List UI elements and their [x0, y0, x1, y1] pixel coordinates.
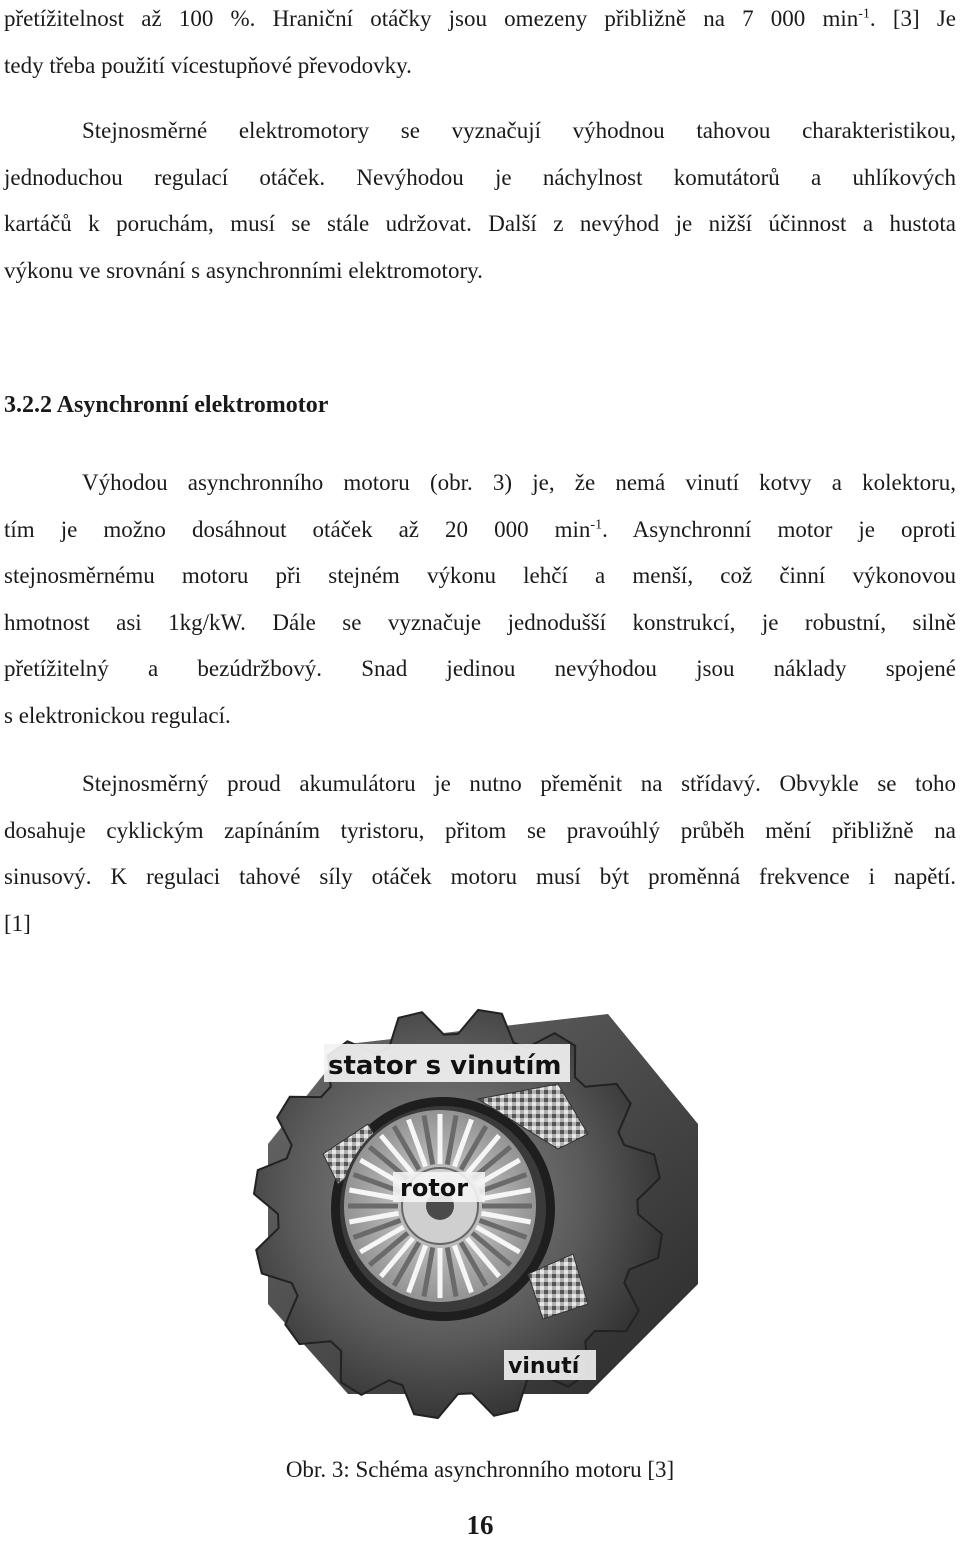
paragraph-line: jednoduchou regulací otáček. Nevýhodou je náchylnost komutátorů a uhlíkových	[4, 164, 956, 190]
paragraph-line: přetížitelnost až 100 %. Hraniční otáčky jsou omezeny přibližně na 7 000 $\min^{-1}$. [3] Je	[4, 6, 956, 31]
label-rotor: rotor	[400, 1174, 469, 1202]
paragraph-line: dosahuje cyklickým zapínáním tyristoru, přitom se pravoúhlý průběh mění přibližně na	[4, 817, 956, 843]
figure-caption: Obr. 3: Schéma asynchronního motoru [3]	[285, 1457, 675, 1482]
paragraph-line: kartáčů k poruchám, musí se stále udržovat. Další z nevýhod je nižší účinnost a hustota	[4, 211, 956, 237]
paragraph-line: stejnosměrnému motoru při stejném výkonu lehčí a menší, což činní výkonovou	[4, 563, 956, 589]
paragraph-current-conversion	[4, 761, 956, 947]
paragraph-line: Výhodou asynchronního motoru (obr. 3) je, že nemá vinutí kotvy a kolektoru,	[82, 470, 956, 495]
paragraph-continuation	[4, 0, 956, 89]
paragraph-line: výkonu ve srovnání s asynchronními elektromotory.	[4, 257, 483, 283]
paragraph-line: sinusový. K regulaci tahové síly otáček motoru musí být proměnná frekvence i napětí.	[4, 864, 956, 890]
paragraph-async-motor	[4, 460, 956, 740]
paragraph-line: Stejnosměrné elektromotory se vyznačují výhodnou tahovou charakteristikou,	[82, 118, 956, 143]
section-heading: 3.2.2 Asynchronní elektromotor	[4, 392, 329, 418]
paragraph-line: tedy třeba použití vícestupňové převodovky.	[4, 52, 412, 78]
paragraph-dc-motors	[4, 108, 956, 294]
rotor	[340, 1106, 546, 1312]
label-stator: stator s vinutím	[328, 1051, 562, 1081]
page-number: 16	[466, 1510, 494, 1540]
motor-figure	[228, 974, 734, 1420]
paragraph-line: tím je možno dosáhnout otáček až 20 000 $\min^{-1}$. Asynchronní motor je oproti	[4, 516, 956, 542]
superscript: -1	[590, 516, 603, 532]
paragraph-line: s elektronickou regulací.	[4, 702, 231, 728]
paragraph-line: Stejnosměrný proud akumulátoru je nutno přeměnit na střídavý. Obvykle se toho	[82, 771, 956, 796]
paragraph-line: hmotnost asi 1kg/kW. Dále se vyznačuje jednodušší konstrukcí, je robustní, silně	[4, 609, 956, 635]
paragraph-line: [1]	[4, 910, 31, 936]
paragraph-line: přetížitelný a bezúdržbový. Snad jedinou nevýhodou jsou náklady spojené	[4, 656, 956, 682]
label-vinuti: vinutí	[508, 1354, 580, 1379]
superscript: -1	[858, 6, 870, 22]
